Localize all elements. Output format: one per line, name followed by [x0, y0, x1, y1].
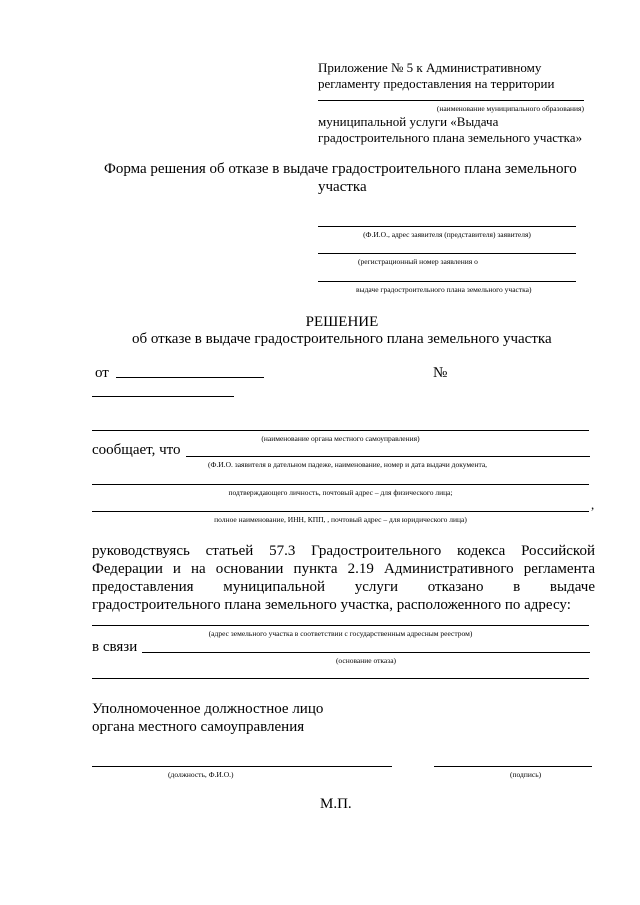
date-label: от — [95, 365, 109, 381]
reason-blank-line-1[interactable] — [142, 652, 590, 653]
addressee-caption-2: (регистрационный номер заявления о — [358, 257, 478, 266]
position-blank-line[interactable] — [92, 766, 392, 767]
signature-caption: (подпись) — [510, 770, 542, 779]
org-caption: (наименование органа местного самоуправления) — [261, 434, 420, 443]
addressee-line-3 — [318, 281, 576, 282]
municipality-blank-line — [318, 100, 584, 101]
addressee-line-2 — [318, 253, 576, 254]
applicant-caption-1: (Ф.И.О. заявителя в дательном падеже, наименование, номер и дата выдачи документа, — [208, 460, 488, 469]
addressee-line-1 — [318, 226, 576, 227]
appendix-line-4: градостроительного плана земельного участка» — [318, 130, 583, 145]
number-label: № — [433, 365, 448, 381]
applicant-blank-line-3[interactable] — [92, 511, 589, 512]
reports-label: сообщает, что — [92, 442, 181, 458]
applicant-caption-2: подтверждающего личность, почтовый адрес – для физического лица; — [228, 488, 453, 497]
paragraph-line-1: руководствуясь статьей 57.3 Градостроительного кодекса Российской — [92, 543, 595, 559]
reason-caption: (основание отказа) — [335, 656, 397, 665]
paragraph-line-3: предоставления муниципальной услуги отказано в выдаче — [92, 579, 595, 595]
org-blank-line[interactable] — [92, 430, 589, 431]
stamp-label: М.П. — [320, 796, 352, 812]
official-line-2: органа местного самоуправления — [92, 719, 305, 735]
paragraph-line-2: Федерации и на основании пункта 2.19 Административного регламента — [92, 561, 595, 577]
decision-subheading: об отказе в выдаче градостроительного плана земельного участка — [132, 331, 552, 347]
number-blank-line[interactable] — [92, 396, 234, 397]
applicant-blank-line-2[interactable] — [92, 484, 589, 485]
addressee-caption-1: (Ф.И.О., адрес заявителя (представителя) заявителя) — [363, 230, 531, 239]
position-caption: (должность, Ф.И.О.) — [168, 770, 234, 779]
signature-blank-line[interactable] — [434, 766, 592, 767]
date-blank-line[interactable] — [116, 377, 264, 378]
reason-label: в связи — [92, 639, 138, 655]
paragraph-line-4: градостроительного плана земельного участка, расположенного по адресу: — [92, 597, 571, 613]
address-caption: (адрес земельного участка в соответствии с государственным адресным реестром) — [208, 629, 473, 638]
form-title-line-1: Форма решения об отказе в выдаче градостроительного плана земельного — [104, 161, 577, 177]
reason-blank-line-2[interactable] — [92, 678, 589, 679]
applicant-blank-line-1[interactable] — [186, 456, 590, 457]
form-title-line-2: участка — [318, 179, 367, 195]
decision-heading: РЕШЕНИЕ — [305, 314, 379, 330]
appendix-line-1: Приложение № 5 к Административному — [318, 60, 542, 75]
applicant-caption-3: полное наименование, ИНН, КПП, , почтовый адрес – для юридического лица) — [214, 515, 467, 524]
addressee-caption-3: выдаче градостроительного плана земельного участка) — [356, 285, 532, 294]
appendix-line-2: регламенту предоставления на территории — [318, 76, 555, 91]
official-line-1: Уполномоченное должностное лицо — [92, 701, 324, 717]
applicant-comma: , — [591, 497, 595, 512]
municipality-blank-caption: (наименование муниципального образования) — [436, 104, 584, 113]
appendix-line-3: муниципальной услуги «Выдача — [318, 114, 499, 129]
address-blank-line[interactable] — [92, 625, 589, 626]
